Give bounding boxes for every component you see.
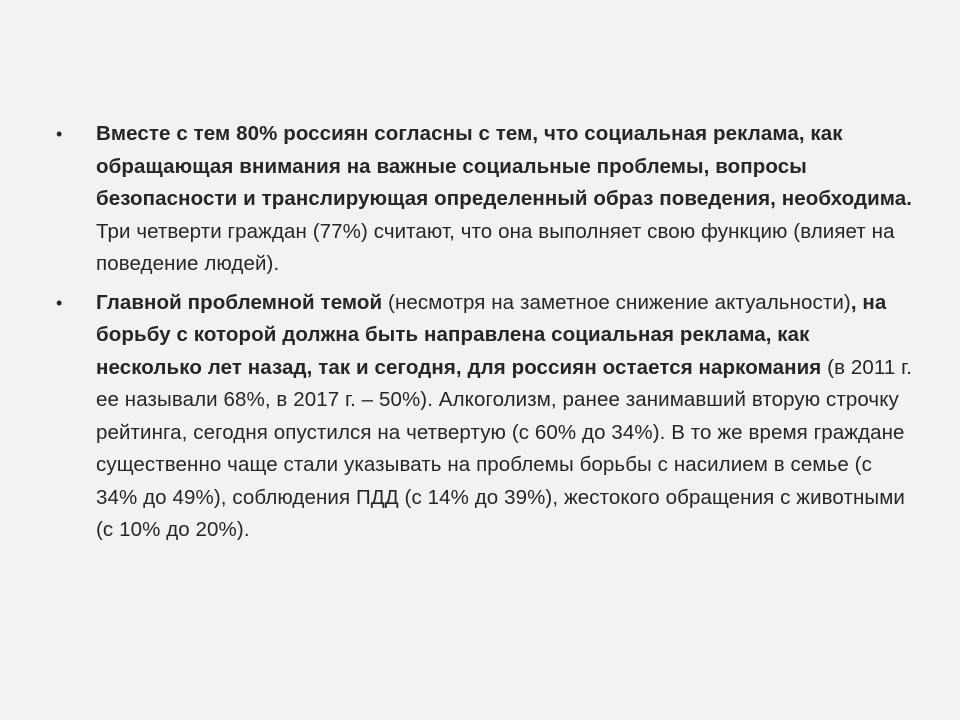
bullet-1-regular-text: Три четверти граждан (77%) считают, что она выполняет свою функцию (влияет на поведение людей).: [96, 219, 895, 275]
bullet-dot-icon: •: [56, 292, 63, 313]
bullet-dot-icon: •: [56, 124, 63, 144]
bullet-list: [56, 118, 916, 553]
bullet-item-social-ads-necessity: [56, 118, 916, 281]
bullet-2-regular-aside: (несмотря на заметное снижение актуальности): [382, 290, 851, 314]
bullet-2-regular-details: (в 2011 г. ее называли 68%, в 2017 г. – 50%). Алкоголизм, ранее занимавший вторую строчку рейтинга, сегодня опустился на четвертую (с 60% до 34%). В то же время граждане существенно чаще стали указывать на проблемы борьбы с насилием в семье (с 34% до 49%), соблюдения ПДД (с 14% до 39%), жестокого обращения с животными (с 10% до 20%).: [96, 355, 913, 541]
bullet-2-bold-heading: Главной проблемной темой: [96, 290, 383, 314]
bullet-item-main-problem-topic: [56, 287, 916, 547]
bullet-1-bold-text: Вместе с тем 80% россиян согласны с тем, что социальная реклама, как обращающая внимания на важные социальные проблемы, вопросы безопасности и транслирующая определенный образ поведения, необходима.: [96, 122, 913, 210]
bullet-2-bold-statement: , на борьбу с которой должна быть направлена социальная реклама, как несколько лет назад, так и сегодня, для россиян остается наркомания: [96, 290, 887, 379]
